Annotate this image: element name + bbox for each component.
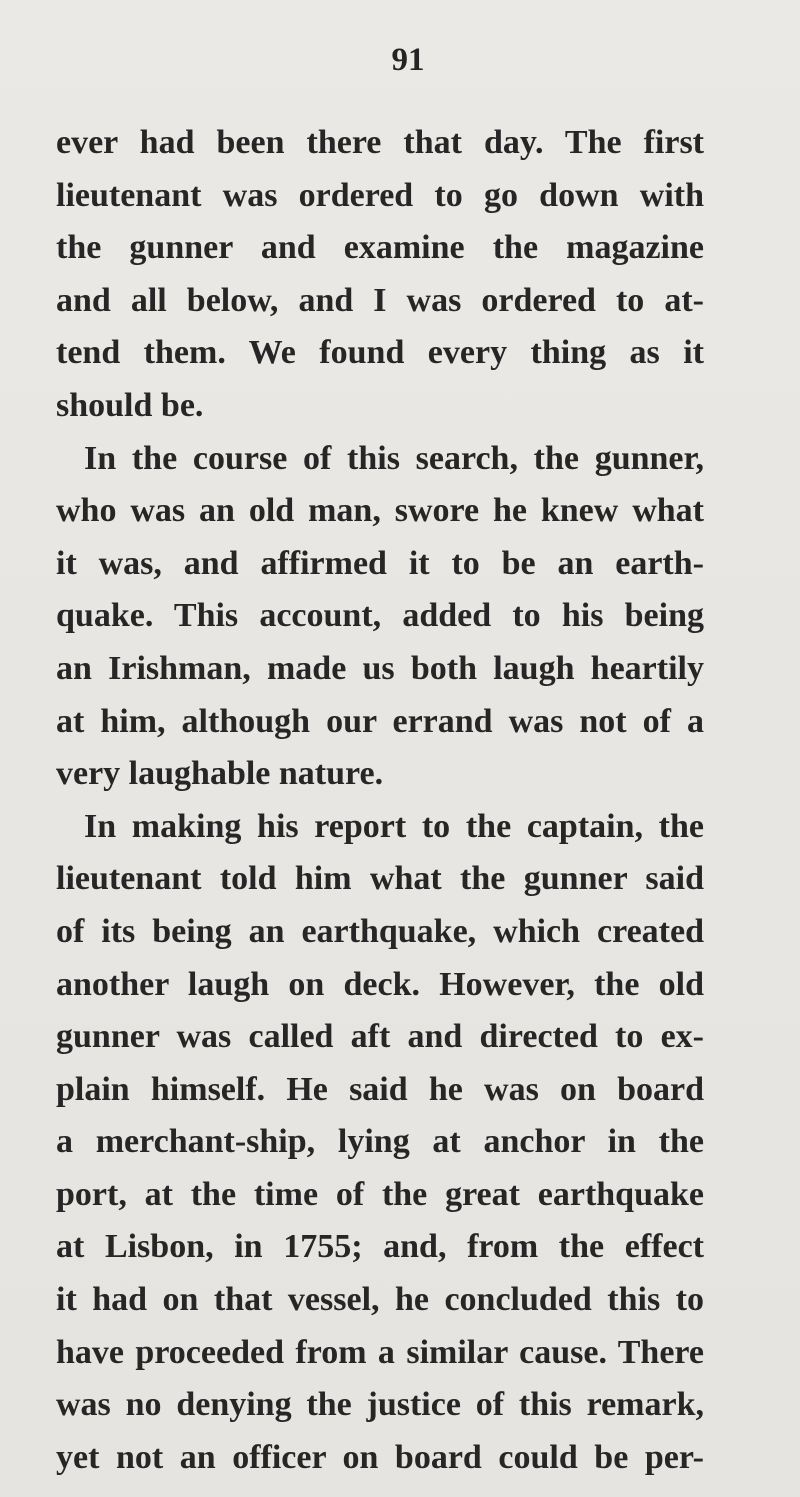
text-line: very laughable nature. bbox=[56, 755, 384, 793]
text-line: yet not an officer on board could be per- bbox=[56, 1438, 704, 1476]
text-line: at Lisbon, in 1755; and, from the effect bbox=[56, 1228, 704, 1266]
text-line: tend them. We found every thing as it bbox=[56, 334, 704, 372]
text-line: port, at the time of the great earthquake bbox=[56, 1175, 704, 1213]
text-line: was no denying the justice of this remark, bbox=[56, 1386, 704, 1424]
text-line: an Irishman, made us both laugh heartily bbox=[56, 649, 704, 687]
text-line: it had on that vessel, he concluded this to bbox=[56, 1281, 704, 1319]
text-line: at him, although our errand was not of a bbox=[56, 702, 704, 740]
text-line: it was, and affirmed it to be an earth- bbox=[56, 544, 704, 582]
text-line: the gunner and examine the magazine bbox=[56, 229, 704, 267]
text-line: lieutenant was ordered to go down with bbox=[56, 176, 704, 214]
body-text bbox=[56, 117, 704, 1484]
paragraph-first-line: In the course of this search, the gunner, bbox=[84, 439, 704, 477]
text-line: a merchant-ship, lying at anchor in the bbox=[56, 1123, 704, 1161]
text-line: lieutenant told him what the gunner said bbox=[56, 860, 704, 898]
text-line: quake. This account, added to his being bbox=[56, 597, 704, 635]
text-line: have proceeded from a similar cause. There bbox=[56, 1333, 704, 1371]
page-number: 91 bbox=[391, 42, 425, 78]
text-line: and all below, and I was ordered to at- bbox=[56, 281, 704, 319]
paragraph-first-line: In making his report to the captain, the bbox=[84, 807, 704, 845]
text-line: ever had been there that day. The first bbox=[56, 124, 704, 161]
text-line: gunner was called aft and directed to ex- bbox=[56, 1018, 704, 1056]
text-line: of its being an earthquake, which created bbox=[56, 912, 704, 950]
text-line: plain himself. He said he was on board bbox=[56, 1070, 704, 1108]
text-line: should be. bbox=[56, 386, 204, 424]
text-line: who was an old man, swore he knew what bbox=[56, 492, 704, 530]
text-line: another laugh on deck. However, the old bbox=[56, 965, 704, 1003]
